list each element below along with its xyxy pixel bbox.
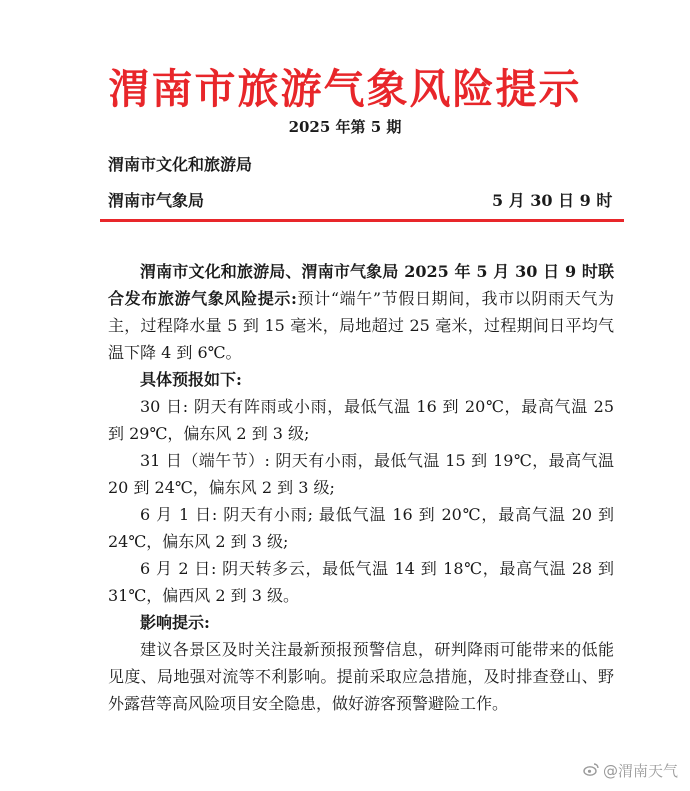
issuer-meteorology: 渭南市气象局 xyxy=(108,191,205,210)
weibo-icon xyxy=(583,762,599,780)
document-title: 渭南市旅游气象风险提示 xyxy=(108,65,582,113)
issuer-culture-tourism: 渭南市文化和旅游局 xyxy=(108,155,253,174)
impact-heading: 影响提示: xyxy=(140,613,210,632)
intro-text: 预计“端午”节假日期间，我市以阴雨天气为主，过程降水量 5 到 15 毫米，局地超过 25 毫米，过程期间日平均气温下降 4 到 6℃。 xyxy=(108,289,614,362)
forecast-day-30: 30 日: 阴天有阵雨或小雨，最低气温 16 到 20℃，最高气温 25 到 29℃，偏东风 2 到 3 级; xyxy=(108,397,614,443)
issue-number: 2025 年第 5 期 xyxy=(288,118,402,136)
intro-paragraph xyxy=(108,258,614,366)
header-divider xyxy=(100,219,624,222)
intro-bold: 渭南市文化和旅游局、渭南市气象局 2025 年 5 月 30 日 9 时联合发布旅游气象风险提示: xyxy=(108,262,614,308)
forecast-june-1: 6 月 1 日: 阴天有小雨; 最低气温 16 到 20℃，最高气温 20 到 24℃，偏东风 2 到 3 级; xyxy=(108,505,614,551)
watermark-text: @渭南天气 xyxy=(602,762,678,780)
issue-date: 5 月 30 日 9 时 xyxy=(492,191,613,210)
document-body xyxy=(108,258,614,717)
forecast-day-31: 31 日（端午节）: 阴天有小雨，最低气温 15 到 19℃，最高气温 20 到 24℃，偏东风 2 到 3 级; xyxy=(108,451,614,497)
forecast-june-2: 6 月 2 日: 阴天转多云，最低气温 14 到 18℃，最高气温 28 到 31℃，偏西风 2 到 3 级。 xyxy=(108,559,614,605)
impact-text: 建议各景区及时关注最新预报预警信息，研判降雨可能带来的低能见度、局地强对流等不利影响。提前采取应急措施，及时排查登山、野外露营等高风险项目安全隐患，做好游客预警避险工作。 xyxy=(108,640,614,713)
source-watermark xyxy=(583,760,678,781)
forecast-heading: 具体预报如下: xyxy=(140,370,242,389)
